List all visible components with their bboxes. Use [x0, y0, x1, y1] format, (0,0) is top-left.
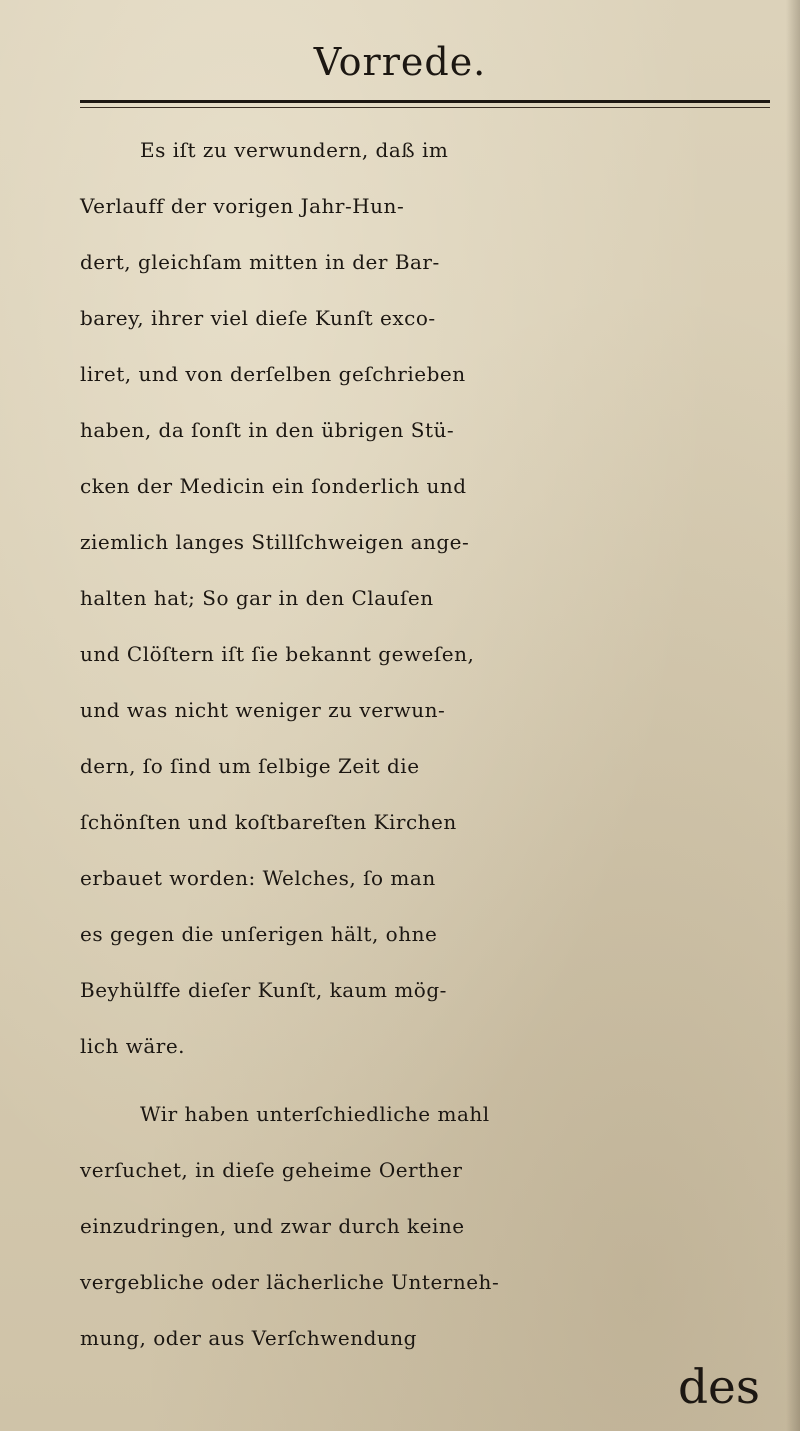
text-line-12: dern, ſo ſind um ſelbige Zeit die [80, 754, 420, 778]
text-line-22: mung, oder aus Verſchwendung [80, 1326, 417, 1350]
text-line-11: und was nicht weniger zu verwun- [80, 698, 446, 722]
text-line-21: vergebliche oder lächerliche Unterneh- [80, 1270, 500, 1294]
text-line-5: liret, und von derſelben geſchrieben [80, 362, 466, 386]
catchword: des [677, 1360, 760, 1415]
text-line-8: ziemlich langes Stillſchweigen ange- [80, 530, 470, 554]
text-line-1: Es iſt zu verwundern, daß im [140, 138, 449, 162]
text-line-9: halten hat; So gar in den Clauſen [80, 586, 434, 610]
text-line-19: verſuchet, in dieſe geheime Oerther [80, 1158, 463, 1182]
text-line-20: einzudringen, und zwar durch keine [80, 1214, 465, 1238]
text-line-14: erbauet worden: Welches, ſo man [80, 866, 436, 890]
text-line-4: barey, ihrer viel dieſe Kunſt exco- [80, 306, 436, 330]
text-line-16: Beyhülffe dieſer Kunſt, kaum mög- [80, 978, 447, 1002]
text-line-18: Wir haben unterſchiedliche mahl [140, 1102, 490, 1126]
text-line-13: ſchönſten und koſtbareſten Kirchen [80, 810, 457, 834]
text-line-3: dert, gleichſam mitten in der Bar- [80, 250, 440, 274]
text-line-17: lich wäre. [80, 1034, 186, 1058]
text-line-6: haben, da ſonſt in den übrigen Stü- [80, 418, 455, 442]
text-line-15: es gegen die unſerigen hält, ohne [80, 922, 438, 946]
header-rule [80, 100, 770, 108]
text-line-10: und Clöſtern iſt ſie bekannt geweſen, [80, 642, 475, 666]
text-line-7: cken der Medicin ein ſonderlich und [80, 474, 467, 498]
text-line-2: Verlauff der vorigen Jahr-Hun- [80, 194, 405, 218]
page-header: Vorrede. [313, 40, 487, 84]
